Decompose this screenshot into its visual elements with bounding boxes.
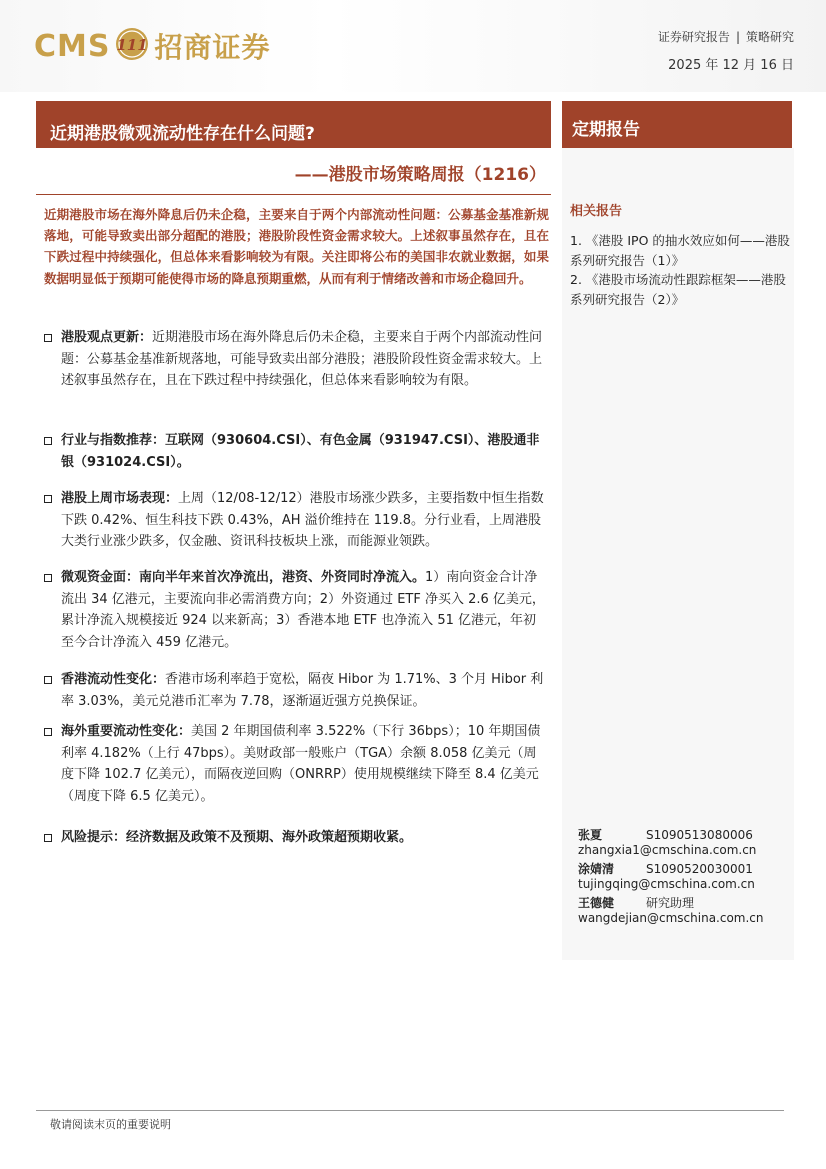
checkbox-bullet-icon	[44, 437, 52, 445]
report-date: 2025 年 12 月 16 日	[668, 58, 794, 73]
separator: |	[735, 30, 740, 44]
related-report-item: 2. 《港股市场流动性跟踪框架——港股系列研究报告（2）》	[570, 272, 786, 307]
analyst-email[interactable]: zhangxia1@cmschina.com.cn	[578, 843, 757, 857]
svg-text:111: 111	[116, 36, 149, 54]
logo-emblem-icon	[114, 26, 150, 66]
cms-logo	[34, 26, 271, 66]
bullet-industry	[44, 430, 549, 473]
bullet-head: 行业与指数推荐：	[61, 433, 166, 448]
checkbox-bullet-icon	[44, 334, 52, 342]
checkbox-bullet-icon	[44, 574, 52, 582]
logo-chinese: 招商证券	[154, 31, 271, 64]
analyst-name: 张夏	[578, 828, 603, 842]
checkbox-bullet-icon	[44, 495, 52, 503]
bullet-body: 上周（12/08-12/12）港股市场涨少跌多，主要指数中恒生指数下跌 0.42%、恒生科技下跌 0.43%，AH 溢价维持在 119.8。分行业看，上周港股大类行业涨少跌多，仅金融、资讯科技板块上涨，而能源业领跌。	[61, 491, 544, 549]
bullet-market	[44, 488, 549, 553]
analyst-line	[578, 826, 753, 843]
bullet-risk	[44, 827, 549, 849]
footer-note: 敬请阅读末页的重要说明	[50, 1118, 171, 1131]
summary-paragraph: 近期港股市场在海外降息后仍未企稳，主要来自于两个内部流动性问题：公募基金基准新规落地，可能导致卖出部分超配的港股；港股阶段性资金需求较大。上述叙事虽然存在，且在下跌过程中持续强化，但总体来看影响较为有限。关注即将公布的美国非农就业数据，如果数据明显低于预期可能使得市场的降息预期重燃，从而有利于情绪改善和市场企稳回升。	[44, 207, 549, 286]
analyst-id: 研究助理	[646, 896, 695, 910]
analyst-name: 涂婧清	[578, 862, 615, 876]
checkbox-bullet-icon	[44, 676, 52, 684]
report-meta	[658, 28, 794, 73]
title-divider	[36, 194, 551, 195]
related-reports-title: 相关报告	[570, 204, 623, 219]
report-category: 证券研究报告	[657, 30, 730, 44]
analyst-id: S1090513080006	[646, 828, 753, 842]
analyst-email[interactable]: wangdejian@cmschina.com.cn	[578, 911, 764, 925]
analyst-line	[578, 894, 694, 911]
bullet-overseas	[44, 721, 549, 807]
bullet-hk-liquidity	[44, 669, 549, 712]
checkbox-bullet-icon	[44, 834, 52, 842]
bullet-head: 海外重要流动性变化：	[61, 724, 192, 739]
bullet-funds	[44, 567, 549, 653]
analyst-email[interactable]: tujingqing@cmschina.com.cn	[578, 877, 755, 891]
bullet-body: 互联网（930604.CSI）、有色金属（931947.CSI）、港股通非银（931024.CSI）。	[61, 433, 540, 470]
report-category-line	[658, 28, 794, 45]
bullet-body: 美国 2 年期国债利率 3.522%（下行 36bps）；10 年期国债利率 4.182%（上行 47bps）。美财政部一般账户（TGA）余额 8.058 亿美元（周度下降 102.7 亿美元），而隔夜逆回购（ONRRP）使用规模继续下降至 8.4 亿美元（周度下降 6.5 亿美元）。	[61, 724, 541, 804]
bullet-head: 风险提示：经济数据及政策不及预期、海外政策超预期收紧。	[61, 830, 413, 845]
related-report-item: 1. 《港股 IPO 的抽水效应如何——港股系列研究报告（1）》	[570, 233, 790, 268]
bullet-head: 香港流动性变化：	[61, 672, 166, 687]
sub-title: ——港股市场策略周报（1216）	[294, 165, 546, 185]
footer-divider	[36, 1110, 784, 1111]
analyst-id: S1090520030001	[646, 862, 753, 876]
bullet-hk-view	[44, 327, 549, 392]
bullet-head: 港股上周市场表现：	[61, 491, 179, 506]
bullet-body: 近期港股市场在海外降息后仍未企稳，主要来自于两个内部流动性问题：公募基金基准新规落地，可能导致卖出部分港股；港股阶段性资金需求较大。上述叙事虽然存在，且在下跌过程中持续强化，但总体来看影响较为有限。	[61, 330, 543, 388]
analyst-line	[578, 860, 753, 877]
report-type-label: 定期报告	[562, 101, 792, 148]
main-title: 近期港股微观流动性存在什么问题?	[36, 101, 551, 148]
bullet-body: 香港市场利率趋于宽松，隔夜 Hibor 为 1.71%、3 个月 Hibor 利率 3.03%，美元兑港币汇率为 7.78，逐渐逼近强方兑换保证。	[61, 672, 544, 709]
bullet-head: 港股观点更新：	[61, 330, 153, 345]
bullet-head: 微观资金面：南向半年来首次净流出，港资、外资同时净流入。	[61, 570, 426, 585]
checkbox-bullet-icon	[44, 728, 52, 736]
report-subcategory: 策略研究	[745, 30, 794, 44]
logo-latin: CMS	[34, 28, 111, 64]
analyst-name: 王德健	[578, 896, 615, 910]
bullet-body: 1）南向资金合计净流出 34 亿港元，主要流向非必需消费方向；2）外资通过 ETF 净买入 2.6 亿美元，累计净流入规模接近 924 以来新高；3）香港本地 ETF 也净流入 51 亿港元，年初至今合计净流入 459 亿港元。	[61, 570, 545, 650]
